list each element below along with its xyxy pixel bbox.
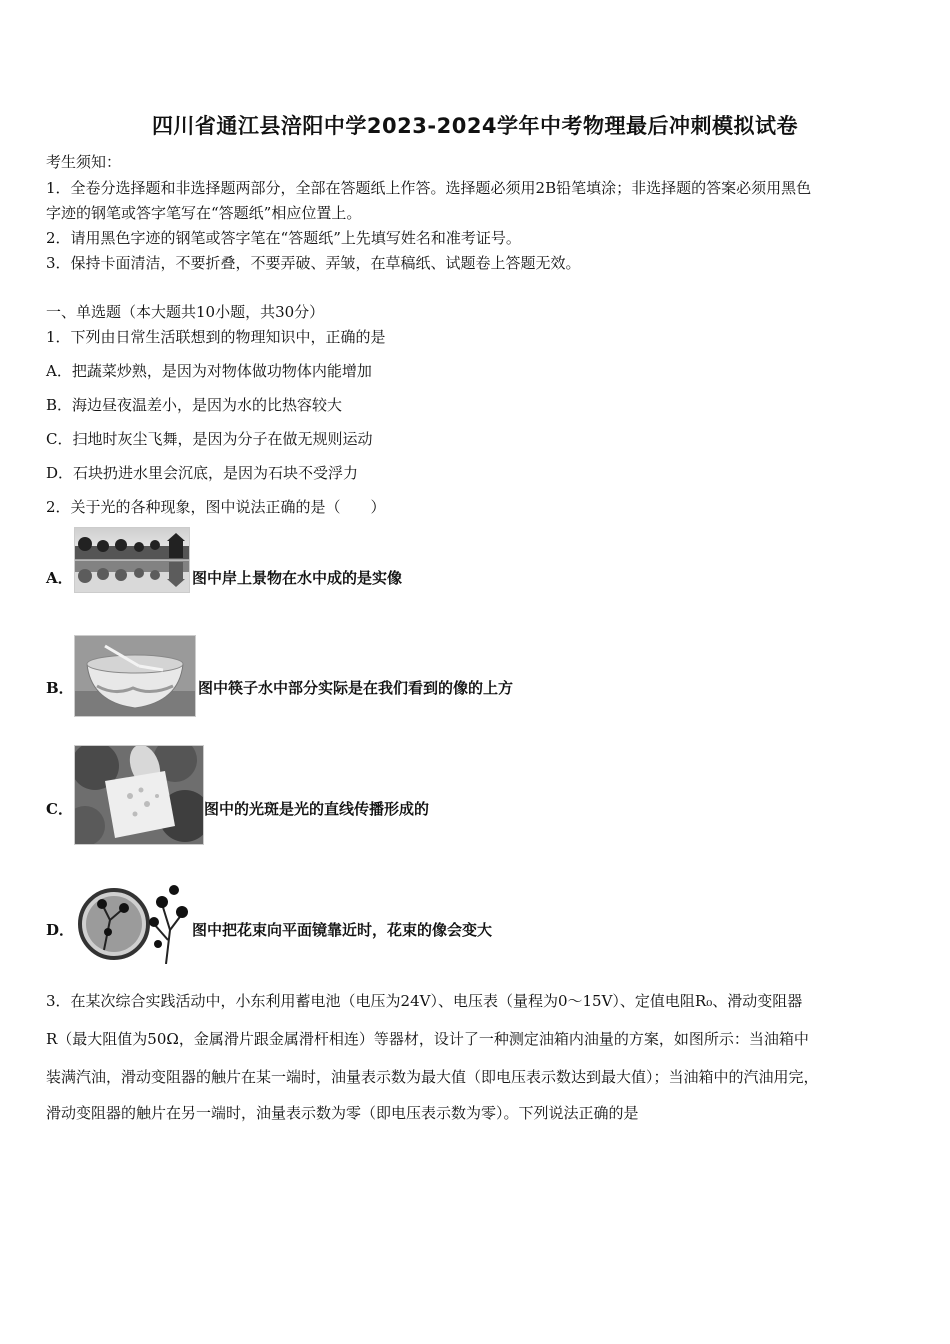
light-spot-photo xyxy=(74,745,204,845)
question-2-option-b-label: B． xyxy=(46,679,74,697)
question-3-line: R（最大阻值为50Ω，金属滑片跟金属滑杆相连）等器材，设计了一种测定油箱内油量的方案，如图所示：当油箱中 xyxy=(46,1030,809,1048)
page-title: 四川省通江县涪阳中学2023-2024学年中考物理最后冲刺模拟试卷 xyxy=(151,114,799,138)
notice-item: 字迹的钢笔或答字笔写在“答题纸”相应位置上。 xyxy=(46,204,362,222)
question-3-line: 装满汽油，滑动变阻器的触片在某一端时，油量表示数为最大值（即电压表示数达到最大值）；当油箱中的汽油用完， xyxy=(46,1068,819,1086)
question-2-option-a-text: 图中岸上景物在水中成的是实像 xyxy=(192,569,403,587)
question-3-line: 3．在某次综合实践活动中，小东利用蓄电池（电压为24V）、电压表（量程为0～15V）、定值电阻R₀、滑动变阻器 xyxy=(46,992,803,1010)
notice-item: 2．请用黑色字迹的钢笔或答字笔在“答题纸”上先填写姓名和准考证号。 xyxy=(46,229,521,247)
notice-item: 3．保持卡面清洁，不要折叠，不要弄破、弄皱，在草稿纸、试题卷上答题无效。 xyxy=(46,254,581,272)
question-2-option-a-label: A． xyxy=(46,569,73,587)
question-1-option-b: B．海边昼夜温差小，是因为水的比热容较大 xyxy=(46,396,343,414)
question-2-option-d-text: 图中把花束向平面镜靠近时，花束的像会变大 xyxy=(192,921,493,939)
question-2-stem: 2．关于光的各种现象，图中说法正确的是（ ） xyxy=(46,498,386,516)
question-2-option-b-text: 图中筷子水中部分实际是在我们看到的像的上方 xyxy=(198,679,514,697)
flower-mirror-photo xyxy=(74,880,190,964)
question-1-option-d: D．石块扔进水里会沉底，是因为石块不受浮力 xyxy=(46,464,359,482)
notice-heading: 考生须知： xyxy=(46,153,122,171)
section-heading: 一、单选题（本大题共10小题，共30分） xyxy=(46,303,325,321)
question-1-option-a: A．把蔬菜炒熟，是因为对物体做功物体内能增加 xyxy=(46,362,372,380)
chopsticks-bowl-photo xyxy=(74,635,196,717)
question-1-option-c: C．扫地时灰尘飞舞，是因为分子在做无规则运动 xyxy=(46,430,373,448)
notice-item: 1．全卷分选择题和非选择题两部分，全部在答题纸上作答。选择题必须用2B铅笔填涂；非选择题的答案必须用黑色 xyxy=(46,179,812,197)
reflection-photo xyxy=(74,527,190,593)
question-3-line: 滑动变阻器的触片在另一端时，油量表示数为零（即电压表示数为零）。下列说法正确的是 xyxy=(46,1104,639,1122)
question-2-option-c-text: 图中的光斑是光的直线传播形成的 xyxy=(204,800,430,818)
question-2-option-c-label: C． xyxy=(46,800,73,818)
question-2-option-d-label: D． xyxy=(46,921,75,939)
question-1-stem: 1．下列由日常生活联想到的物理知识中，正确的是 xyxy=(46,328,386,346)
